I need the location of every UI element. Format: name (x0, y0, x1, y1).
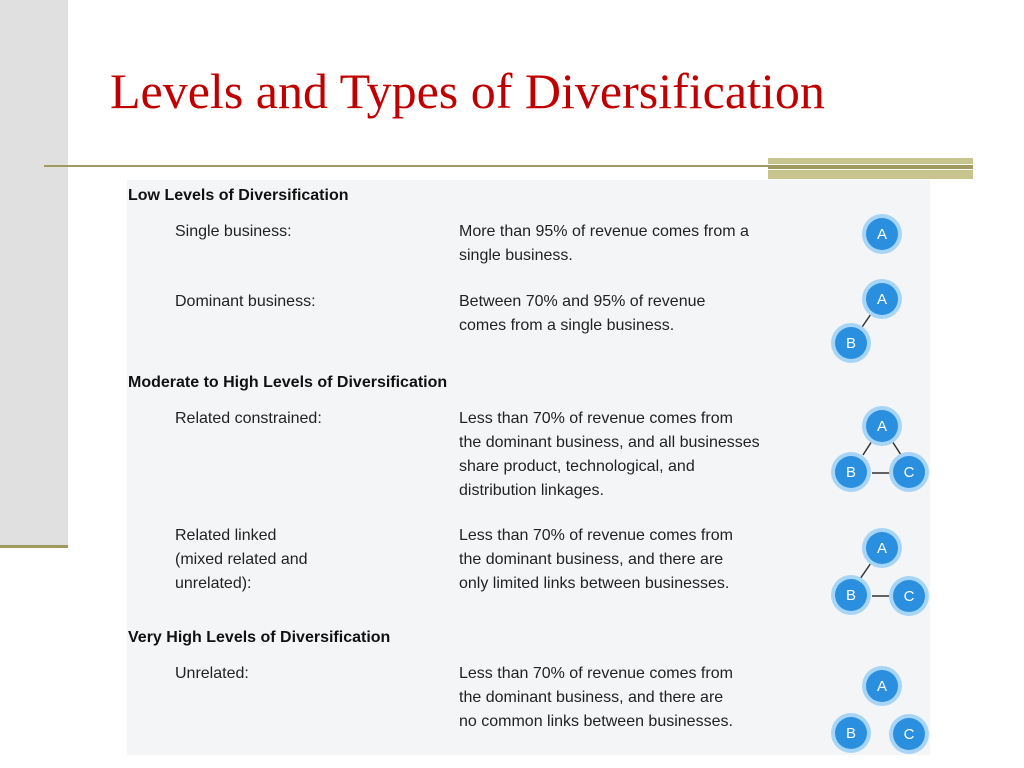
description-line: the dominant business, and there are (459, 689, 724, 706)
type-description-unrelated (459, 662, 733, 734)
svg-text:A: A (876, 678, 888, 695)
node-a-icon (862, 214, 902, 254)
link-a-b-icon (860, 563, 871, 579)
svg-text:B: B (845, 587, 857, 604)
type-name-related-linked (175, 524, 308, 596)
description-line: no common links between businesses. (459, 713, 733, 730)
title-underline-bars (768, 158, 973, 180)
svg-text:B: B (845, 725, 857, 742)
title-underline (44, 165, 770, 167)
svg-text:A: A (876, 418, 888, 435)
side-panel-rule (0, 545, 68, 548)
node-c-icon (889, 714, 929, 754)
type-name-line: Related linked (175, 527, 277, 544)
description-line: Less than 70% of revenue comes from (459, 527, 733, 544)
node-a-icon (862, 279, 902, 319)
type-name-line: Unrelated: (175, 665, 249, 682)
description-line: single business. (459, 247, 573, 264)
link-a-c-icon (892, 441, 901, 455)
type-name-line: Related constrained: (175, 410, 322, 427)
related-linked-diagram (820, 519, 935, 619)
node-c-icon (889, 452, 929, 492)
type-name-line: Single business: (175, 223, 292, 240)
node-a-icon (862, 528, 902, 568)
node-c-icon (889, 576, 929, 616)
svg-text:A: A (876, 226, 888, 243)
side-panel (0, 0, 68, 546)
type-name-line: unrelated): (175, 575, 252, 592)
type-name-single-business (175, 220, 292, 244)
node-a-icon (862, 666, 902, 706)
description-line: only limited links between businesses. (459, 575, 730, 592)
slide-title: Levels and Types of Diversification (110, 63, 825, 119)
description-line: the dominant business, and all businesses (459, 434, 760, 451)
svg-text:A: A (876, 540, 888, 557)
node-b-icon (831, 323, 871, 363)
description-line: Less than 70% of revenue comes from (459, 665, 733, 682)
node-b-icon (831, 713, 871, 753)
type-name-dominant-business (175, 290, 316, 314)
single-business-diagram (820, 205, 930, 265)
svg-text:B: B (845, 335, 857, 352)
type-description-related-linked (459, 524, 733, 596)
section-heading-moderate-high: Moderate to High Levels of Diversification (128, 374, 448, 391)
svg-text:C: C (903, 588, 915, 605)
description-line: distribution linkages. (459, 482, 604, 499)
unrelated-diagram (820, 657, 935, 762)
svg-text:C: C (903, 464, 915, 481)
type-description-dominant-business (459, 290, 705, 338)
node-b-icon (831, 452, 871, 492)
type-name-unrelated (175, 662, 249, 686)
type-description-single-business (459, 220, 749, 268)
type-name-related-constrained (175, 407, 322, 431)
type-name-line: Dominant business: (175, 293, 316, 310)
description-line: comes from a single business. (459, 317, 675, 334)
section-heading-low: Low Levels of Diversification (128, 187, 349, 204)
description-line: share product, technological, and (459, 458, 695, 475)
link-a-b-icon (863, 441, 872, 455)
type-description-related-constrained (459, 407, 760, 503)
description-line: Less than 70% of revenue comes from (459, 410, 733, 427)
svg-text:A: A (876, 291, 888, 308)
dominant-business-diagram (820, 270, 930, 370)
description-line: Between 70% and 95% of revenue (459, 293, 706, 310)
description-line: the dominant business, and there are (459, 551, 724, 568)
related-constrained-diagram (820, 397, 935, 497)
section-heading-very-high: Very High Levels of Diversification (128, 629, 391, 646)
node-a-icon (862, 406, 902, 446)
node-b-icon (831, 575, 871, 615)
description-line: More than 95% of revenue comes from a (459, 223, 749, 240)
svg-text:B: B (845, 464, 857, 481)
svg-text:C: C (903, 726, 915, 743)
type-name-line: (mixed related and (175, 551, 308, 568)
